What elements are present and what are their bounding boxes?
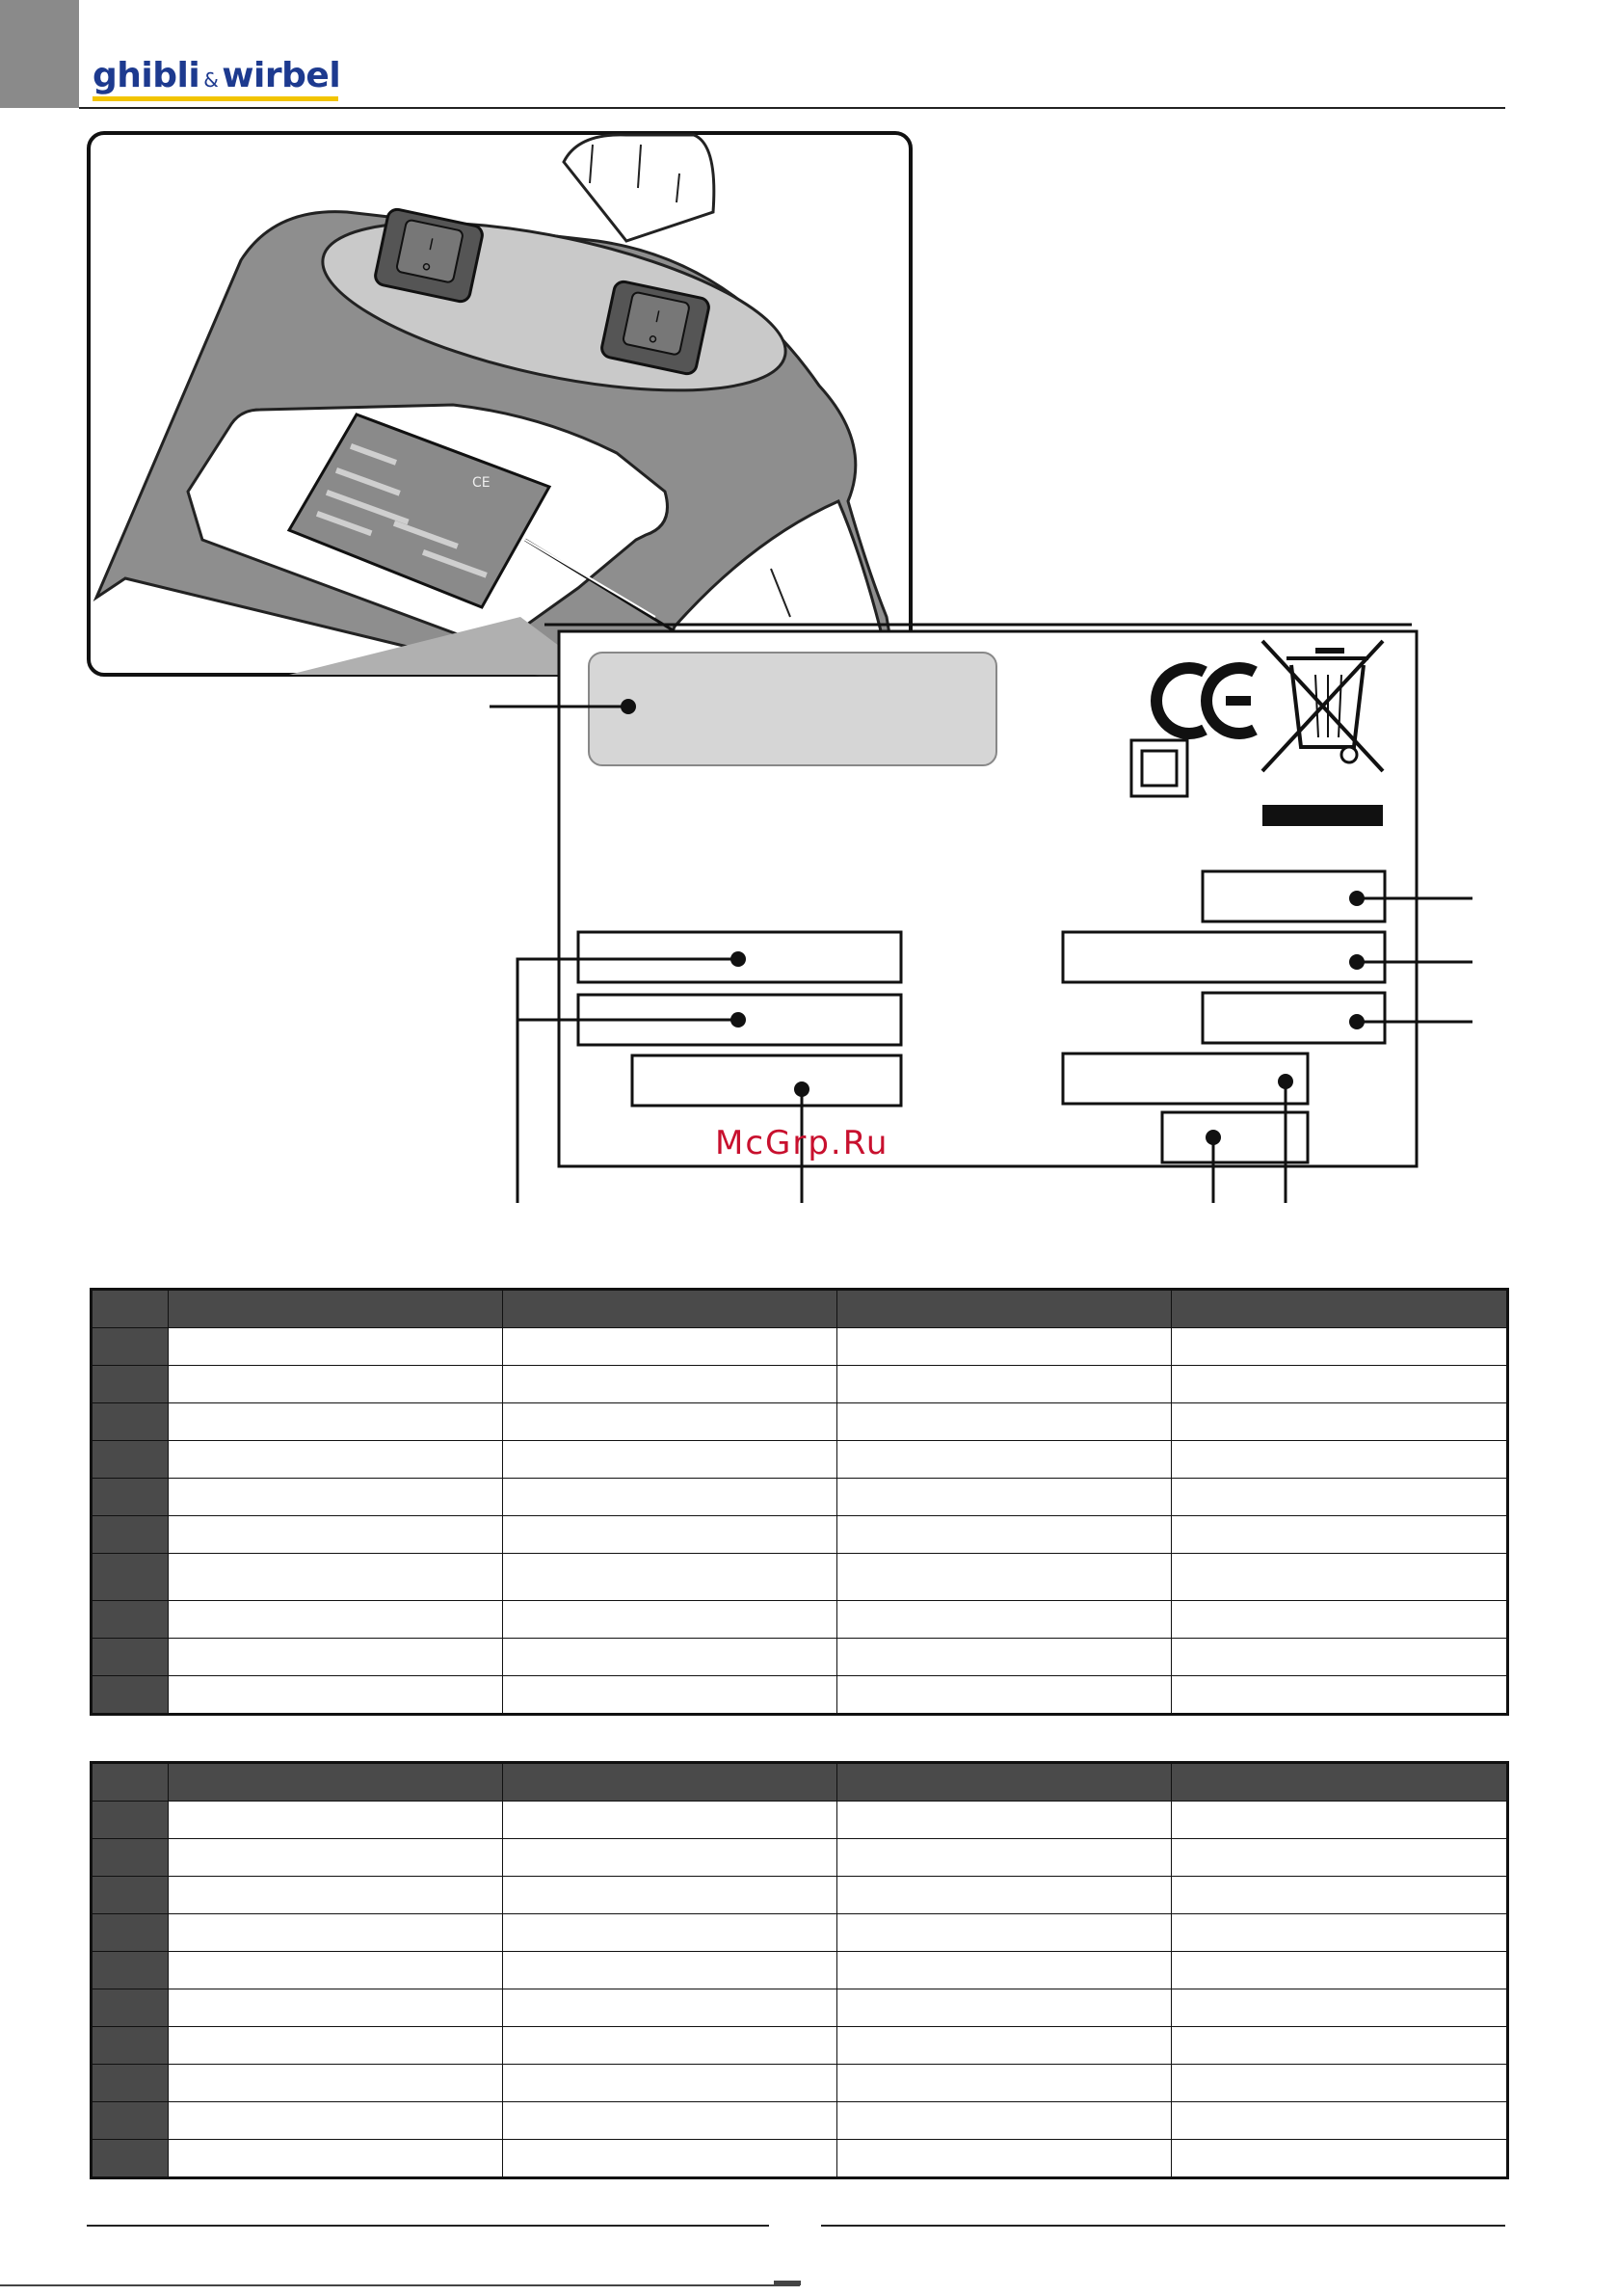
header-cell: [92, 1763, 169, 1802]
table-row: [92, 1639, 1508, 1676]
table-row: [92, 1839, 1508, 1877]
header-cell: [1172, 1290, 1508, 1328]
class-ii-double-insulation-icon: [1131, 740, 1187, 796]
table-row: [92, 2065, 1508, 2102]
page-mark: [774, 2281, 801, 2285]
table-row: [92, 2102, 1508, 2140]
table-header-row: [92, 1290, 1508, 1328]
table-row: [92, 1554, 1508, 1601]
table-header-row: [92, 1763, 1508, 1802]
header-cell: [837, 1763, 1172, 1802]
table-row: [92, 1914, 1508, 1952]
footer-rule-right: [821, 2225, 1505, 2227]
header-cell: [169, 1290, 503, 1328]
table-row: [92, 1441, 1508, 1479]
spec-table-1: [90, 1288, 1509, 1716]
table-row: [92, 1989, 1508, 2027]
header-cell: [837, 1290, 1172, 1328]
header-cell: [503, 1763, 837, 1802]
table-row: [92, 1676, 1508, 1715]
table-row: [92, 1403, 1508, 1441]
table-row: [92, 1877, 1508, 1914]
table-row: [92, 1952, 1508, 1989]
machine-photo: [89, 133, 911, 675]
rating-plate-diagram: [490, 625, 1472, 1203]
watermark: McGrp.Ru: [715, 1124, 889, 1162]
header-cell: [92, 1290, 169, 1328]
table-row: [92, 2027, 1508, 2065]
svg-text:CE: CE: [472, 475, 491, 491]
table-row: [92, 1802, 1508, 1839]
header-cell: [503, 1290, 837, 1328]
table-row: [92, 1328, 1508, 1366]
table-row: [92, 1479, 1508, 1516]
footer-rule-bottom: [0, 2284, 800, 2286]
table-row: [92, 1366, 1508, 1403]
table-row: [92, 1601, 1508, 1639]
spec-table-2: [90, 1761, 1509, 2179]
brand-logo: ghibli & wirbel: [93, 56, 341, 95]
footer-rule-left: [87, 2225, 769, 2227]
table-row: [92, 1516, 1508, 1554]
header-cell: [1172, 1763, 1508, 1802]
header-cell: [169, 1763, 503, 1802]
table-row: [92, 2140, 1508, 2178]
